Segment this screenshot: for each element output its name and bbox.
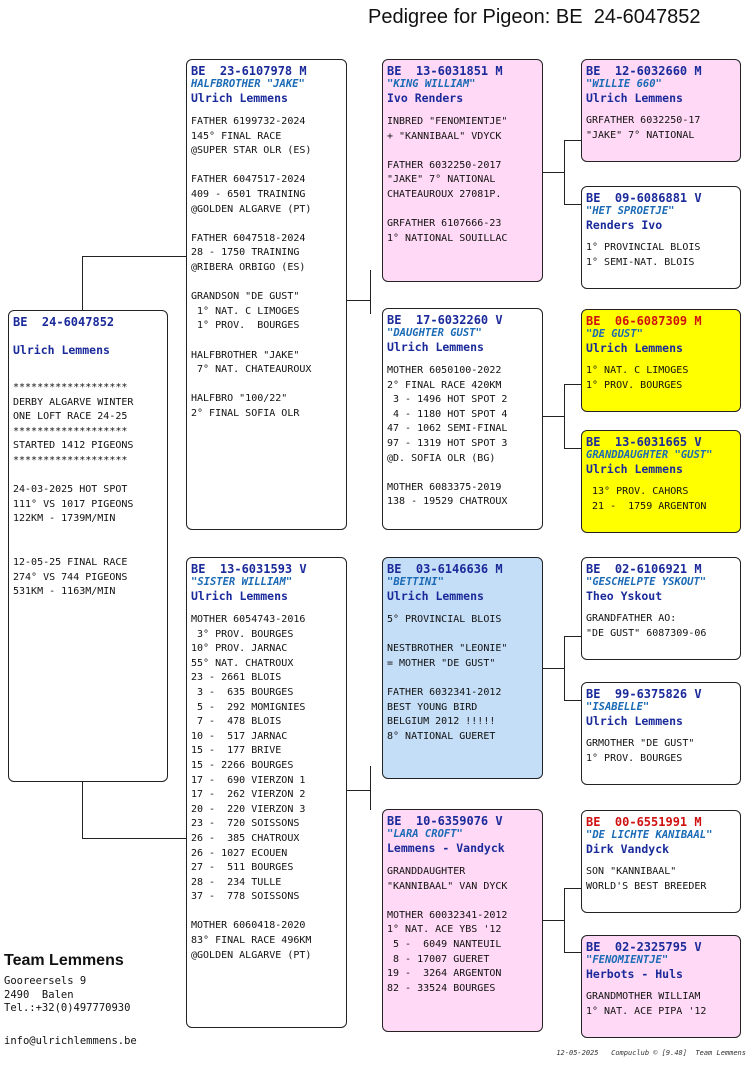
connector-line <box>564 636 565 700</box>
pedigree-notes: MOTHER 6054743-2016 3° PROV. BOURGES 10° PROV. JARNAC 55° NAT. CHATROUX 23 - 2661 BLOIS 3 - 635 BOURGES 5 - 292 MOMIGNIES 7 - 478 BLOIS 10 - 517 JARNAC 15 - 177 BRIVE 15 - 2266 BOURGES 17 - 690 VIERZON 1 17 - 262 VIERZON 2 20 - 220 VIERZON 3 23 - 720 SOISSONS 26 - 385 CHATROUX 26 - 1027 ECOUEN 27 - 511 BOURGES 28 - 234 TULLE 37 - 778 SOISSONS MOTHER 6060418-2020 83° FINAL RACE 496KM @GOLDEN ALGARVE (PT) <box>191 614 312 961</box>
connector-line <box>370 270 371 314</box>
great-grandparent-card-4 <box>581 430 741 533</box>
great-grandparent-card-2 <box>581 186 741 289</box>
owner-name: Ulrich Lemmens <box>191 589 288 603</box>
connector-line <box>564 636 582 637</box>
connector-line <box>542 668 564 669</box>
owner-name: Theo Yskout <box>586 589 663 603</box>
connector-line <box>346 790 370 791</box>
connector-line <box>82 256 187 257</box>
owner-name: Ulrich Lemmens <box>586 714 683 728</box>
nickname: "ISABELLE" <box>586 701 650 713</box>
nickname: "SISTER WILLIAM" <box>191 576 293 588</box>
father-card <box>186 59 347 530</box>
pedigree-notes: ******************* DERBY ALGARVE WINTER ONE LOFT RACE 24-25 ******************* STARTED 1412 PIGEONS ******************* 24-03-2025 HOT SPOT 111° VS 1017 PIGEONS 122KM - 1739M/MIN 12-05-25 FINAL RACE 274° VS 744 PIGEONS 531KM - 1163M/MIN <box>13 382 134 598</box>
owner-name: Ulrich Lemmens <box>387 589 484 603</box>
great-grandparent-card-8 <box>581 935 741 1038</box>
ring-number: BE 02-2325795 V <box>586 940 702 954</box>
connector-line <box>370 766 371 810</box>
connector-line <box>564 140 565 204</box>
connector-line <box>82 838 187 839</box>
mother-card <box>186 557 347 1028</box>
breeder-email: info@ulrichlemmens.be <box>4 1035 137 1047</box>
ring-number: BE 13-6031851 M <box>387 64 503 78</box>
nickname: "BETTINI" <box>387 576 444 588</box>
great-grandparent-card-5 <box>581 557 741 660</box>
ring-number: BE 13-6031593 V <box>191 562 307 576</box>
pedigree-notes: 1° PROVINCIAL BLOIS 1° SEMI-NAT. BLOIS <box>586 242 701 268</box>
pedigree-notes: INBRED "FENOMIENTJE" + "KANNIBAAL" VDYCK FATHER 6032250-2017 "JAKE" 7° NATIONAL CHATEAUROUX 27081P. GRFATHER 6107666-23 1° NATIONAL SOUILLAC <box>387 116 508 244</box>
great-grandparent-card-6 <box>581 682 741 785</box>
owner-name: Renders Ivo <box>586 218 663 232</box>
nickname: "DE GUST" <box>586 328 643 340</box>
connector-line <box>82 782 83 838</box>
connector-line <box>542 172 564 173</box>
page-title: Pedigree for Pigeon: BE 24-6047852 <box>368 6 701 28</box>
connector-line <box>564 384 582 385</box>
connector-line <box>564 888 565 952</box>
owner-name: Lemmens - Vandyck <box>387 841 505 855</box>
pedigree-notes: GRFATHER 6032250-17 "JAKE" 7° NATIONAL <box>586 115 701 141</box>
great-grandparent-card-3 <box>581 309 741 412</box>
pedigree-notes: GRMOTHER "DE GUST" 1° PROV. BOURGES <box>586 738 695 764</box>
owner-name: Ulrich Lemmens <box>387 340 484 354</box>
owner-name: Herbots - Huls <box>586 967 683 981</box>
connector-line <box>564 204 582 205</box>
pedigree-notes: FATHER 6199732-2024 145° FINAL RACE @SUPER STAR OLR (ES) FATHER 6047517-2024 409 - 6501 TRAINING @GOLDEN ALGARVE (PT) FATHER 6047518-2024 28 - 1750 TRAINING @RIBERA ORBIGO (ES) GRANDSON "DE GUST" 1° NAT. C LIMOGES 1° PROV. BOURGES HALFBROTHER "JAKE" 7° NAT. CHATEAUROUX HALFBRO "100/22" 2° FINAL SOFIA OLR <box>191 116 312 419</box>
paternal-grandfather-card <box>382 59 543 282</box>
owner-name: Ulrich Lemmens <box>586 462 683 476</box>
nickname: "DE LICHTE KANIBAAL" <box>586 829 713 841</box>
owner-name: Ivo Renders <box>387 91 464 105</box>
connector-line <box>564 700 582 701</box>
breeder-name: Team Lemmens <box>4 952 124 969</box>
paternal-grandmother-card <box>382 308 543 530</box>
ring-number: BE 24-6047852 <box>13 315 115 329</box>
owner-name: Ulrich Lemmens <box>191 91 288 105</box>
owner-name: Dirk Vandyck <box>586 842 670 856</box>
nickname: GRANDDAUGHTER "GUST" <box>586 449 713 461</box>
connector-line <box>564 140 582 141</box>
connector-line <box>82 256 83 310</box>
pedigree-notes: 1° NAT. C LIMOGES 1° PROV. BOURGES <box>586 365 689 391</box>
nickname: "WILLIE 660" <box>586 78 662 90</box>
nickname: "KING WILLIAM" <box>387 78 476 90</box>
ring-number: BE 99-6375826 V <box>586 687 702 701</box>
nickname: "GESCHELPTE YSKOUT" <box>586 576 707 588</box>
ring-number: BE 10-6359076 V <box>387 814 503 828</box>
ring-number: BE 06-6087309 M <box>586 314 702 328</box>
breeder-address: Gooreersels 9 2490 Balen Tel.:+32(0)497770930 <box>4 975 131 1014</box>
connector-line <box>542 920 564 921</box>
subject-card <box>8 310 168 782</box>
nickname: HALFBROTHER "JAKE" <box>191 78 305 90</box>
pedigree-notes: SON "KANNIBAAL" WORLD'S BEST BREEDER <box>586 866 707 892</box>
nickname: "LARA CROFT" <box>387 828 463 840</box>
nickname: "FENOMIENTJE" <box>586 954 669 966</box>
pedigree-notes: MOTHER 6050100-2022 2° FINAL RACE 420KM 3 - 1496 HOT SPOT 2 4 - 1180 HOT SPOT 4 47 - 1062 SEMI-FINAL 97 - 1319 HOT SPOT 3 @D. SOFIA OLR (BG) MOTHER 6083375-2019 138 - 19529 CHATROUX <box>387 365 508 508</box>
maternal-grandfather-card <box>382 557 543 779</box>
connector-line <box>564 448 582 449</box>
pedigree-notes: 5° PROVINCIAL BLOIS NESTBROTHER "LEONIE" = MOTHER "DE GUST" FATHER 6032341-2012 BEST YOUNG BIRD BELGIUM 2012 !!!!! 8° NATIONAL GUERET <box>387 614 508 742</box>
nickname: "HET SPROETJE" <box>586 205 675 217</box>
owner-name: Ulrich Lemmens <box>586 91 683 105</box>
connector-line <box>564 384 565 448</box>
ring-number: BE 23-6107978 M <box>191 64 307 78</box>
pedigree-notes: 13° PROV. CAHORS 21 - 1759 ARGENTON <box>592 486 707 512</box>
ring-number: BE 12-6032660 M <box>586 64 702 78</box>
ring-number: BE 13-6031665 V <box>586 435 702 449</box>
pedigree-notes: GRANDFATHER AO: "DE GUST" 6087309-06 <box>586 613 707 639</box>
owner-name: Ulrich Lemmens <box>586 341 683 355</box>
great-grandparent-card-7 <box>581 810 741 913</box>
maternal-grandmother-card <box>382 809 543 1032</box>
ring-number: BE 17-6032260 V <box>387 313 503 327</box>
ring-number: BE 02-6106921 M <box>586 562 702 576</box>
great-grandparent-card-1 <box>581 59 741 162</box>
footer-credit: 12-05-2025 Compuclub © [9.48] Team Lemmens <box>556 1049 746 1057</box>
ring-number: BE 09-6086881 V <box>586 191 702 205</box>
connector-line <box>542 416 564 417</box>
ring-number: BE 03-6146636 M <box>387 562 503 576</box>
connector-line <box>564 888 582 889</box>
pedigree-notes: GRANDDAUGHTER "KANNIBAAL" VAN DYCK MOTHER 60032341-2012 1° NAT. ACE YBS '12 5 - 6049 NANTEUIL 8 - 17007 GUERET 19 - 3264 ARGENTON 82 - 33524 BOURGES <box>387 866 508 994</box>
owner-name: Ulrich Lemmens <box>13 343 110 357</box>
pedigree-notes: GRANDMOTHER WILLIAM 1° NAT. ACE PIPA '12 <box>586 991 707 1017</box>
ring-number: BE 00-6551991 M <box>586 815 702 829</box>
connector-line <box>564 952 582 953</box>
nickname: "DAUGHTER GUST" <box>387 327 482 339</box>
connector-line <box>346 300 370 301</box>
